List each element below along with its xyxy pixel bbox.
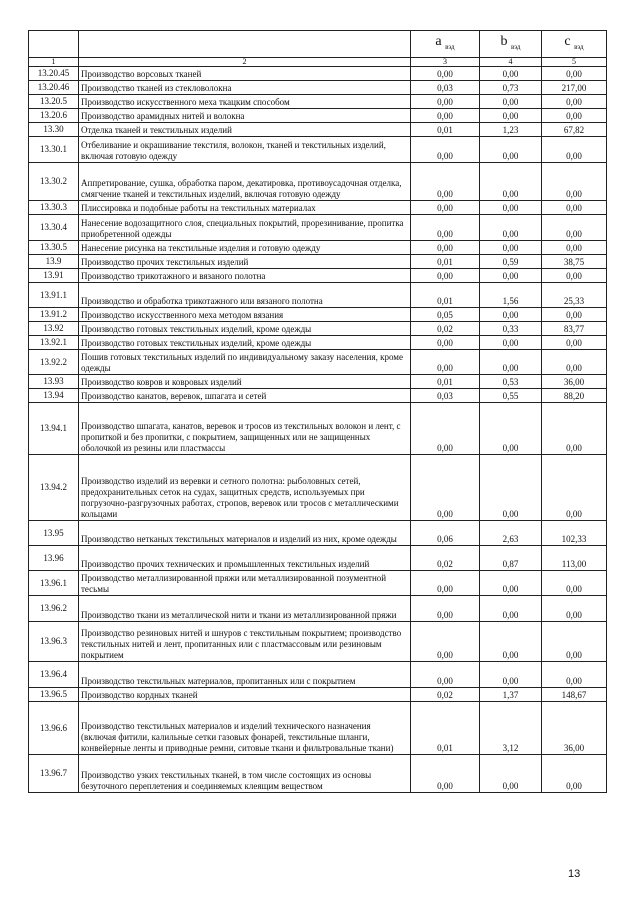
value-b: 0,00 <box>480 755 542 793</box>
value-a: 0,02 <box>411 322 480 336</box>
activity-name: Производство ворсовых тканей <box>79 67 411 81</box>
value-c: 217,00 <box>542 81 607 95</box>
value-a: 0,00 <box>411 67 480 81</box>
value-c: 0,00 <box>542 67 607 81</box>
value-b: 3,12 <box>480 702 542 755</box>
okved-code: 13.94.2 <box>29 455 79 521</box>
activity-name: Производство прочих технических и промышленных текстильных изделий <box>79 546 411 571</box>
value-a: 0,00 <box>411 662 480 688</box>
activity-name: Аппретирование, сушка, обработка паром, декатировка, противоусадочная отделка, смягчение тканей и текстильных изделий, включая готовую одежду <box>79 163 411 201</box>
value-b: 2,63 <box>480 521 542 546</box>
activity-name: Производство резиновых нитей и шнуров с текстильным покрытием; производство текстильных нитей и лент, пропитанных или с пластмассовым или резиновым покрытием <box>79 622 411 662</box>
activity-name: Производство шпагата, канатов, веревок и тросов из текстильных волокон и лент, с пропиткой и без пропитки, с покрытием, защищенных или не защищенных оболочкой из резины или пластмассы <box>79 403 411 455</box>
activity-name: Пошив готовых текстильных изделий по индивидуальному заказу населения, кроме одежды <box>79 350 411 375</box>
table-row <box>29 308 607 322</box>
value-b: 0,55 <box>480 389 542 403</box>
value-a: 0,02 <box>411 688 480 702</box>
value-a: 0,01 <box>411 123 480 137</box>
value-b: 0,00 <box>480 596 542 622</box>
value-b: 0,00 <box>480 109 542 123</box>
table-row <box>29 596 607 622</box>
value-a: 0,00 <box>411 109 480 123</box>
value-a: 0,03 <box>411 389 480 403</box>
column-number: 5 <box>542 58 607 67</box>
table-row <box>29 403 607 455</box>
value-a: 0,00 <box>411 269 480 283</box>
table-row <box>29 241 607 255</box>
activity-name: Производство искусственного меха методом вязания <box>79 308 411 322</box>
activity-name: Производство тканей из стекловолокна <box>79 81 411 95</box>
value-b: 0,59 <box>480 255 542 269</box>
value-b: 0,00 <box>480 201 542 215</box>
table-row <box>29 81 607 95</box>
value-c: 0,00 <box>542 662 607 688</box>
value-b: 0,00 <box>480 622 542 662</box>
value-c: 0,00 <box>542 350 607 375</box>
column-number: 4 <box>480 58 542 67</box>
header-a <box>411 31 480 58</box>
activity-name: Отделка тканей и текстильных изделий <box>79 123 411 137</box>
value-c: 0,00 <box>542 308 607 322</box>
value-a: 0,00 <box>411 755 480 793</box>
column-number: 1 <box>29 58 79 67</box>
okved-code: 13.20.6 <box>29 109 79 123</box>
value-a: 0,00 <box>411 596 480 622</box>
value-c: 83,77 <box>542 322 607 336</box>
okved-code: 13.96.1 <box>29 571 79 596</box>
value-b: 0,00 <box>480 137 542 163</box>
activity-name: Производство канатов, веревок, шпагата и сетей <box>79 389 411 403</box>
table-row <box>29 201 607 215</box>
okved-code: 13.96.7 <box>29 755 79 793</box>
okved-code: 13.20.46 <box>29 81 79 95</box>
value-c: 0,00 <box>542 622 607 662</box>
value-c: 25,33 <box>542 283 607 308</box>
header-code <box>29 31 79 58</box>
value-b: 0,00 <box>480 269 542 283</box>
value-c: 0,00 <box>542 95 607 109</box>
okved-code: 13.91.1 <box>29 283 79 308</box>
value-a: 0,00 <box>411 215 480 241</box>
activity-name: Нанесение рисунка на текстильные изделия и готовую одежду <box>79 241 411 255</box>
value-c: 38,75 <box>542 255 607 269</box>
value-b: 0,00 <box>480 571 542 596</box>
activity-name: Производство изделий из веревки и сетного полотна: рыболовных сетей, предохранительных сеток на судах, защитных средств, используемых при погрузочно-разгрузочных работах, стропов, веревок или тросов с металлическими кольцами <box>79 455 411 521</box>
value-b: 0,33 <box>480 322 542 336</box>
okved-code: 13.96.4 <box>29 662 79 688</box>
okved-code: 13.30.1 <box>29 137 79 163</box>
header-a-sub: вэд <box>445 42 455 51</box>
table-row <box>29 137 607 163</box>
activity-name: Производство текстильных материалов, пропитанных или с покрытием <box>79 662 411 688</box>
value-a: 0,02 <box>411 546 480 571</box>
value-b: 0,00 <box>480 67 542 81</box>
value-b: 0,00 <box>480 350 542 375</box>
table-row <box>29 389 607 403</box>
okved-code: 13.96.3 <box>29 622 79 662</box>
table-row <box>29 215 607 241</box>
table-row <box>29 255 607 269</box>
activity-name: Производство ткани из металлической нити и ткани из металлизированной пряжи <box>79 596 411 622</box>
table-row <box>29 322 607 336</box>
header-c <box>542 31 607 58</box>
okved-code: 13.92.2 <box>29 350 79 375</box>
value-a: 0,01 <box>411 283 480 308</box>
table-row <box>29 283 607 308</box>
okved-code: 13.95 <box>29 521 79 546</box>
header-b-sub: вэд <box>510 42 521 51</box>
value-a: 0,00 <box>411 137 480 163</box>
okved-code: 13.96.5 <box>29 688 79 702</box>
okved-code: 13.20.45 <box>29 67 79 81</box>
table-row <box>29 336 607 350</box>
value-b: 0,00 <box>480 403 542 455</box>
activity-name: Производство узких текстильных тканей, в том числе состоящих из основы безуточного переплетения и соединяемых клеящим веществом <box>79 755 411 793</box>
activity-name: Производство арамидных нитей и волокна <box>79 109 411 123</box>
value-a: 0,00 <box>411 571 480 596</box>
value-a: 0,00 <box>411 403 480 455</box>
okved-code: 13.94 <box>29 389 79 403</box>
value-a: 0,01 <box>411 255 480 269</box>
value-b: 1,23 <box>480 123 542 137</box>
value-c: 0,00 <box>542 201 607 215</box>
value-b: 0,00 <box>480 662 542 688</box>
activity-name: Производство трикотажного и вязаного полотна <box>79 269 411 283</box>
value-b: 0,00 <box>480 308 542 322</box>
value-c: 0,00 <box>542 137 607 163</box>
value-c: 88,20 <box>542 389 607 403</box>
okved-code: 13.92 <box>29 322 79 336</box>
column-number: 2 <box>79 58 411 67</box>
table-row <box>29 688 607 702</box>
value-c: 113,00 <box>542 546 607 571</box>
activity-name: Производство искусственного меха ткацким способом <box>79 95 411 109</box>
column-number: 3 <box>411 58 480 67</box>
activity-name: Производство металлизированной пряжи или металлизированной позументной тесьмы <box>79 571 411 596</box>
value-c: 0,00 <box>542 571 607 596</box>
page-number: 13 <box>568 868 581 880</box>
okved-code: 13.30.3 <box>29 201 79 215</box>
value-a: 0,00 <box>411 336 480 350</box>
value-a: 0,01 <box>411 375 480 389</box>
value-c: 67,82 <box>542 123 607 137</box>
table-row <box>29 109 607 123</box>
column-numbers-row <box>29 58 607 67</box>
value-a: 0,00 <box>411 350 480 375</box>
value-c: 0,00 <box>542 336 607 350</box>
activity-name: Производство готовых текстильных изделий, кроме одежды <box>79 322 411 336</box>
okved-code: 13.30.5 <box>29 241 79 255</box>
table-row <box>29 622 607 662</box>
header-b <box>480 31 542 58</box>
value-b: 0,00 <box>480 336 542 350</box>
activity-name: Производство прочих текстильных изделий <box>79 255 411 269</box>
header-a-letter: a <box>435 33 442 49</box>
table-row <box>29 123 607 137</box>
value-c: 0,00 <box>542 215 607 241</box>
okved-code: 13.96 <box>29 546 79 571</box>
value-a: 0,00 <box>411 455 480 521</box>
value-a: 0,00 <box>411 95 480 109</box>
activity-name: Производство ковров и ковровых изделий <box>79 375 411 389</box>
value-c: 0,00 <box>542 403 607 455</box>
value-a: 0,01 <box>411 702 480 755</box>
value-b: 0,00 <box>480 241 542 255</box>
okved-code: 13.30.4 <box>29 215 79 241</box>
header-name <box>79 31 411 58</box>
table-header-row <box>29 31 607 58</box>
table-row <box>29 95 607 109</box>
value-b: 0,00 <box>480 455 542 521</box>
okved-code: 13.94.1 <box>29 403 79 455</box>
value-a: 0,00 <box>411 201 480 215</box>
table-row <box>29 546 607 571</box>
value-c: 36,00 <box>542 702 607 755</box>
activity-name: Отбеливание и окрашивание текстиля, волокон, тканей и текстильных изделий, включая готовую одежду <box>79 137 411 163</box>
value-c: 0,00 <box>542 241 607 255</box>
table-row <box>29 269 607 283</box>
value-a: 0,00 <box>411 241 480 255</box>
value-c: 0,00 <box>542 163 607 201</box>
header-c-letter: c <box>564 33 571 49</box>
activity-name: Производство нетканых текстильных материалов и изделий из них, кроме одежды <box>79 521 411 546</box>
value-b: 1,56 <box>480 283 542 308</box>
value-c: 0,00 <box>542 109 607 123</box>
value-b: 0,73 <box>480 81 542 95</box>
value-c: 0,00 <box>542 596 607 622</box>
table-row <box>29 662 607 688</box>
value-a: 0,06 <box>411 521 480 546</box>
activity-name: Производство кордных тканей <box>79 688 411 702</box>
activity-name: Производство и обработка трикотажного или вязаного полотна <box>79 283 411 308</box>
activity-name: Нанесение водозащитного слоя, специальных покрытий, прорезинивание, пропитка приобретенной одежды <box>79 215 411 241</box>
table-row <box>29 755 607 793</box>
header-b-letter: b <box>500 33 508 49</box>
table-row <box>29 375 607 389</box>
activity-name: Плиссировка и подобные работы на текстильных материалах <box>79 201 411 215</box>
okved-code: 13.20.5 <box>29 95 79 109</box>
activity-name: Производство готовых текстильных изделий, кроме одежды <box>79 336 411 350</box>
okved-code: 13.30.2 <box>29 163 79 201</box>
header-c-sub: вэд <box>574 42 584 51</box>
value-c: 36,00 <box>542 375 607 389</box>
okved-code: 13.96.6 <box>29 702 79 755</box>
value-c: 0,00 <box>542 455 607 521</box>
okved-code: 13.96.2 <box>29 596 79 622</box>
value-b: 0,00 <box>480 215 542 241</box>
okved-code: 13.91 <box>29 269 79 283</box>
table-row <box>29 455 607 521</box>
table-row <box>29 702 607 755</box>
okved-code: 13.30 <box>29 123 79 137</box>
value-b: 1,37 <box>480 688 542 702</box>
table-row <box>29 163 607 201</box>
table-row <box>29 571 607 596</box>
value-b: 0,00 <box>480 163 542 201</box>
activity-name: Производство текстильных материалов и изделий технического назначения (включая фитили, калильные сетки газовых фонарей, текстильные шланги, конвейерные ленты и приводные ремни, ситовые ткани и фильтровальные ткани) <box>79 702 411 755</box>
okved-code: 13.9 <box>29 255 79 269</box>
value-a: 0,05 <box>411 308 480 322</box>
table-row <box>29 350 607 375</box>
value-a: 0,00 <box>411 163 480 201</box>
value-c: 102,33 <box>542 521 607 546</box>
value-c: 148,67 <box>542 688 607 702</box>
okved-code: 13.91.2 <box>29 308 79 322</box>
value-b: 0,00 <box>480 95 542 109</box>
table-row <box>29 521 607 546</box>
value-b: 0,87 <box>480 546 542 571</box>
okved-code: 13.92.1 <box>29 336 79 350</box>
table-row <box>29 67 607 81</box>
okved-code: 13.93 <box>29 375 79 389</box>
value-c: 0,00 <box>542 755 607 793</box>
okved-coefficients-table <box>28 30 607 793</box>
value-a: 0,00 <box>411 622 480 662</box>
value-a: 0,03 <box>411 81 480 95</box>
value-b: 0,53 <box>480 375 542 389</box>
value-c: 0,00 <box>542 269 607 283</box>
